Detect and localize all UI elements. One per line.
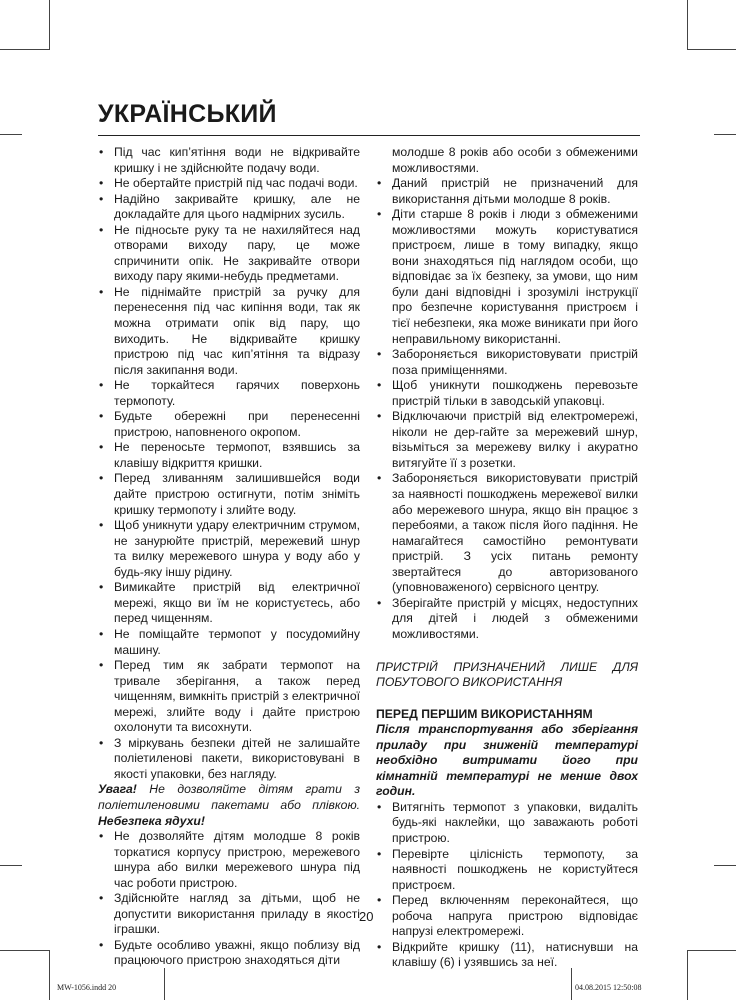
household-use-note: ПРИСТРІЙ ПРИЗНАЧЕНИЙ ЛИШЕ ДЛЯ ПОБУТОВОГО ВИКОРИСТАННЯ (376, 659, 638, 690)
list-item: • Будьте особливо уважні, якщо поблизу від працюючого пристрою знаходяться діти (98, 938, 360, 969)
right-column (376, 145, 638, 971)
list-item: • Перед зливанням залишившейся води дайте пристрою остигнути, потім зніміть кришку термопоту і злийте воду. (98, 471, 360, 518)
list-item: • Даний пристрій не призначений для використання дітьми молодше 8 років. (376, 176, 638, 207)
list-item: • Перед включенням переконайтеся, що робоча напруга пристрою відповідає напрузі електромережі. (376, 893, 638, 940)
safety-list-b (98, 829, 360, 969)
list-item: • Забороняється використовувати пристрій поза приміщеннями. (376, 347, 638, 378)
crop-mark (0, 134, 22, 135)
footer-timestamp: 04.08.2015 12:50:08 (575, 983, 642, 992)
list-item: • Не поміщайте термопот у посудомийну машину. (98, 627, 360, 658)
list-item: • Перевірте цілісність термопоту, за наявності пошкоджень не користуйтеся пристроєм. (376, 847, 638, 894)
section-title: ПЕРЕД ПЕРШИМ ВИКОРИСТАННЯМ (376, 706, 593, 721)
list-item: • Не дозволяйте дітям молодше 8 років торкатися корпусу пристрою, мережевого шнура або вилки мережевого шнура під час роботи пристрою. (98, 829, 360, 891)
list-item: • Вимикайте пристрій від електричної мережі, якщо ви їм не користуєтесь, або перед чищенням. (98, 580, 360, 627)
crop-mark (687, 0, 688, 50)
list-item: • Витягніть термопот з упаковки, видаліть будь-які наклейки, що заважають роботі пристрою. (376, 800, 638, 847)
crop-mark (714, 865, 736, 866)
crop-mark (49, 950, 50, 1000)
crop-mark (714, 134, 736, 135)
list-item: • Щоб уникнути пошкоджень перевозьте пристрій тільки в заводській упаковці. (376, 378, 638, 409)
list-item: • Щоб уникнути удару електричним струмом, не занурюйте пристрій, мережевий шнур та вилку мережевого шнура у воду або у будь-яку іншу рідину. (98, 518, 360, 580)
page-title: УКРАЇНСЬКИЙ (98, 100, 277, 128)
footer-file: MW-1056.indd 20 (57, 983, 117, 992)
crop-mark (687, 950, 688, 1000)
first-use-list (376, 800, 638, 971)
crop-mark (687, 49, 736, 50)
crop-mark (687, 950, 736, 951)
warning-end: Небезпека ядухи! (98, 813, 205, 828)
list-item: • Відкрийте кришку (11), натиснувши на клавішу (6) і узявшись за неї. (376, 940, 638, 971)
safety-list-c (376, 176, 638, 642)
list-item: • Не підносьте руку та не нахиляйтеся над отворами виходу пару, це може спричинити опік. Не закривайте отвори виходу пару якими-небудь предметами. (98, 223, 360, 285)
list-item: • Перед тим як забрати термопот на тривале зберігання, а також перед чищенням, вимкніть пристрій з електричної мережі, злийте воду і дайте пристрою охолонути та висохнути. (98, 658, 360, 736)
list-item: • Діти старше 8 років і люди з обмеженими можливостями можуть користуватися пристроєм, лише в тому випадку, якщо вони знаходяться під наглядом особи, що відповідає за їх безпеку, за умови, що ним були дані відповідні і зрозумілі інструкції про безпечне користування пристроєм і тієї небезпеки, яка може виникати при його неправильному використанні. (376, 207, 638, 347)
list-item: • Не переносьте термопот, взявшись за клавішу відкриття кришки. (98, 440, 360, 471)
warning-text: Не дозволяйте дітям грати з поліетиленовими пакетами або плівкою. (98, 782, 360, 812)
list-item: • Будьте обережні при перенесенні пристрою, наповненого окропом. (98, 409, 360, 440)
list-item: • Надійно закривайте кришку, але не докладайте для цього надмірних зусиль. (98, 192, 360, 223)
list-item: • Не піднімайте пристрій за ручку для перенесення під час кипіння води, так як можна отримати опік від пару, що виходить. Не відкривайте кришку пристрою під час кип’ятіння та відразу після закипання води. (98, 285, 360, 378)
list-item: • Здійснюйте нагляд за дітьми, щоб не допустити використання приладу в якості іграшки. (98, 891, 360, 938)
crop-mark (164, 968, 165, 1000)
list-item: • Забороняється використовувати пристрій за наявності пошкоджень мережевої вилки або мережевого шнура, якщо він працює з перебоями, а також після його падіння. Не намагайтеся самостійно ремонтувати пристрій. З усіх питань ремонту звертайтеся до авторизованого (уповноваженого) сервісного центру. (376, 471, 638, 595)
crop-mark (0, 950, 50, 951)
safety-list-a (98, 145, 360, 782)
crop-mark (0, 865, 22, 866)
continued-text: молодше 8 років або особи з обмеженими можливостями. (392, 145, 638, 175)
heading-rule (98, 135, 640, 136)
crop-mark (0, 49, 50, 50)
list-item: • Відключаючи пристрій від електромережі, ніколи не дер-гайте за мережевий шнур, візьміться за мережеву вилку і акуратно витягуйте її з розетки. (376, 409, 638, 471)
list-item: • Під час кип’ятіння води не відкривайте кришку і не здійснюйте подачу води. (98, 145, 360, 176)
left-column (98, 145, 360, 969)
section-intro: Після транспортування або зберігання приладу при зниженій температурі необхідно витримати його при кімнатній температурі не менше двох годин. (376, 722, 638, 799)
list-item: • Зберігайте пристрій у місцях, недоступних для дітей і людей з обмеженими можливостями. (376, 596, 638, 643)
page-number: 20 (359, 909, 374, 924)
crop-mark (49, 0, 50, 50)
warning-lead: Увага! (98, 782, 137, 797)
crop-mark (571, 968, 572, 1000)
list-item: • Не обертайте пристрій під час подачі води. (98, 176, 360, 192)
list-item: • З міркувань безпеки дітей не залишайте поліетиленові пакети, використовувані в якості упаковки, без нагляду. (98, 736, 360, 783)
list-item: • Не торкайтеся гарячих поверхонь термопоту. (98, 378, 360, 409)
warning-note (98, 782, 360, 829)
